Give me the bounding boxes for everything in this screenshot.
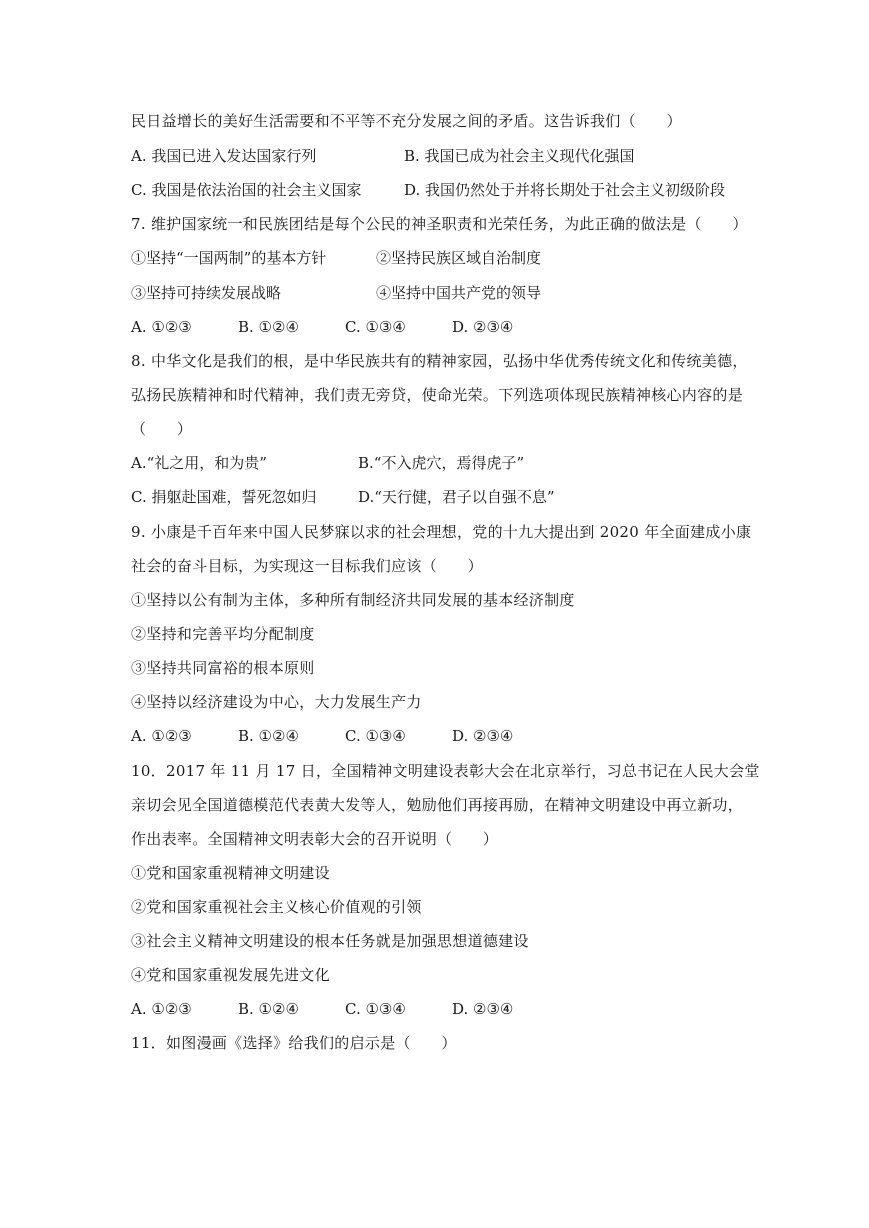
q7-statement-1: ①坚持“一国两制”的基本方针 <box>131 249 327 267</box>
q7-stem: 7. 维护国家统一和民族团结是每个公民的神圣职责和光荣任务，为此正确的做法是（ ） <box>131 215 748 233</box>
q10-stem-line1: 10．2017 年 11 月 17 日，全国精神文明建设表彰大会在北京举行，习总书记在人民大会堂 <box>131 762 760 780</box>
q6-option-d: D. 我国仍然处于并将长期处于社会主义初级阶段 <box>404 181 726 199</box>
q10-statement-4: ④党和国家重视发展先进文化 <box>131 966 330 984</box>
q10-statement-2: ②党和国家重视社会主义核心价值观的引领 <box>131 898 422 916</box>
q10-statement-1: ①党和国家重视精神文明建设 <box>131 864 330 882</box>
q6-option-c: C. 我国是依法治国的社会主义国家 <box>131 181 362 199</box>
q9-stem-line2: 社会的奋斗目标，为实现这一目标我们应该（ ） <box>131 557 483 575</box>
q8-option-a: A.“礼之用，和为贵” <box>131 454 267 472</box>
q9-statement-2: ②坚持和完善平均分配制度 <box>131 625 315 643</box>
q8-stem-line3: （ ） <box>131 420 193 438</box>
q11-stem: 11．如图漫画《选择》给我们的启示是（ ） <box>131 1034 457 1052</box>
q10-option-d: D. ②③④ <box>452 1000 514 1018</box>
q9-stem-line1: 9. 小康是千百年来中国人民梦寐以求的社会理想，党的十九大提出到 2020 年全面建成小康 <box>131 523 752 541</box>
q9-option-a: A. ①②③ <box>131 727 192 745</box>
q7-option-d: D. ②③④ <box>452 318 514 336</box>
q6-stem-continuation: 民日益增长的美好生活需要和不平等不充分发展之间的矛盾。这告诉我们（ ） <box>131 112 682 130</box>
q7-statement-4: ④坚持中国共产党的领导 <box>376 284 542 302</box>
q7-option-c: C. ①③④ <box>345 318 406 336</box>
q8-option-d: D.“天行健，君子以自强不息” <box>358 488 555 506</box>
q7-statement-3: ③坚持可持续发展战略 <box>131 284 282 302</box>
q7-statement-2: ②坚持民族区域自治制度 <box>376 249 542 267</box>
q9-option-d: D. ②③④ <box>452 727 514 745</box>
q8-stem-line2: 弘扬民族精神和时代精神，我们责无旁贷，使命光荣。下列选项体现民族精神核心内容的是 <box>131 386 744 404</box>
q10-option-b: B. ①②④ <box>238 1000 299 1018</box>
q10-statement-3: ③社会主义精神文明建设的根本任务就是加强思想道德建设 <box>131 932 529 950</box>
q8-stem-line1: 8. 中华文化是我们的根，是中华民族共有的精神家园，弘扬中华优秀传统文化和传统美德， <box>131 352 748 370</box>
q9-option-b: B. ①②④ <box>238 727 299 745</box>
q10-stem-line2: 亲切会见全国道德模范代表黄大发等人，勉励他们再接再励，在精神文明建设中再立新功， <box>131 796 744 814</box>
q7-option-b: B. ①②④ <box>238 318 299 336</box>
q10-stem-line3: 作出表率。全国精神文明表彰大会的召开说明（ ） <box>131 830 499 848</box>
q6-option-b: B. 我国已成为社会主义现代化强国 <box>404 147 635 165</box>
q10-option-c: C. ①③④ <box>345 1000 406 1018</box>
q9-statement-1: ①坚持以公有制为主体，多种所有制经济共同发展的基本经济制度 <box>131 591 575 609</box>
q10-option-a: A. ①②③ <box>131 1000 192 1018</box>
q9-statement-4: ④坚持以经济建设为中心，大力发展生产力 <box>131 693 422 711</box>
q8-option-b: B.“不入虎穴，焉得虎子” <box>358 454 525 472</box>
q9-option-c: C. ①③④ <box>345 727 406 745</box>
q6-option-a: A. 我国已进入发达国家行列 <box>131 147 317 165</box>
q9-statement-3: ③坚持共同富裕的根本原则 <box>131 659 315 677</box>
q7-option-a: A. ①②③ <box>131 318 192 336</box>
q8-option-c: C. 捐躯赴国难，誓死忽如归 <box>131 488 317 506</box>
